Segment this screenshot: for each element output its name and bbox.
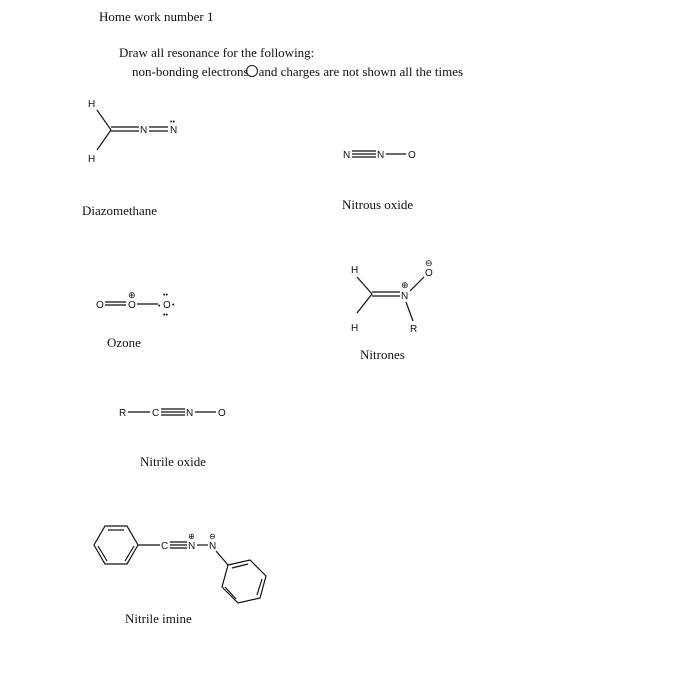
nitrile-oxide-r: R	[119, 408, 127, 419]
ozone-plus-icon: ⊕	[128, 290, 136, 300]
nitrile-imine-n-ph-bond	[216, 551, 228, 565]
nitrile-imine-n2: N	[209, 541, 217, 552]
note-part-2: and charges are not shown all the times	[258, 64, 464, 79]
nitrones-h-top: H	[351, 265, 359, 276]
nitrones-n: N	[401, 291, 409, 302]
nitrones-r: R	[410, 324, 418, 335]
ozone-o1: O	[96, 300, 104, 311]
nitrones-plus-icon: ⊕	[401, 280, 409, 290]
diazomethane-h-top: H	[88, 99, 96, 110]
benzene-ring-left	[94, 526, 138, 564]
nitrones-o: O	[425, 268, 433, 279]
ozone-label: Ozone	[107, 335, 141, 350]
nitrones-label: Nitrones	[360, 347, 405, 362]
ozone-dots-top: ••	[163, 292, 168, 299]
nitrile-oxide-c: C	[152, 408, 160, 419]
nitrous-oxide-n1: N	[343, 150, 351, 161]
nitrile-oxide-o: O	[218, 408, 226, 419]
nitrous-oxide-o: O	[408, 150, 416, 161]
nitrile-oxide-n: N	[186, 408, 194, 419]
nitrile-imine-n1: N	[188, 541, 196, 552]
benzene-right-inner-bond-1	[232, 564, 248, 568]
instruction-text: Draw all resonance for the following:	[119, 45, 315, 60]
page-title: Home work number 1	[99, 9, 214, 24]
ozone-o3: O	[163, 300, 171, 311]
benzene-right-inner-bond-3	[225, 587, 236, 599]
diazomethane-label: Diazomethane	[82, 203, 158, 218]
nitrile-imine-minus-icon: ⊖	[209, 532, 216, 541]
ozone-radical: •	[172, 302, 175, 309]
nitrile-oxide-label: Nitrile oxide	[140, 454, 207, 469]
ozone-dot-left: •	[158, 303, 161, 310]
nitrile-imine-plus-icon: ⊕	[188, 532, 195, 541]
diazomethane-h-bottom: H	[88, 154, 96, 165]
nitrile-imine-c: C	[161, 541, 169, 552]
nitrous-oxide-label: Nitrous oxide	[342, 197, 414, 212]
benzene-ring-right	[222, 560, 266, 603]
nitrile-imine-label: Nitrile imine	[125, 611, 192, 626]
ozone-o2: O	[128, 300, 136, 311]
nitrones-h-bottom: H	[351, 323, 359, 334]
nitrous-oxide-n2: N	[377, 150, 385, 161]
diazomethane-n2: N	[170, 125, 178, 136]
note-part-1: non-bonding electrons	[132, 64, 249, 79]
nitrones-minus-icon: ⊖	[425, 258, 433, 268]
diazomethane-lone-pair: ••	[170, 119, 175, 126]
ozone-dots-bottom: ••	[163, 312, 168, 319]
diazomethane-n1: N	[140, 125, 148, 136]
